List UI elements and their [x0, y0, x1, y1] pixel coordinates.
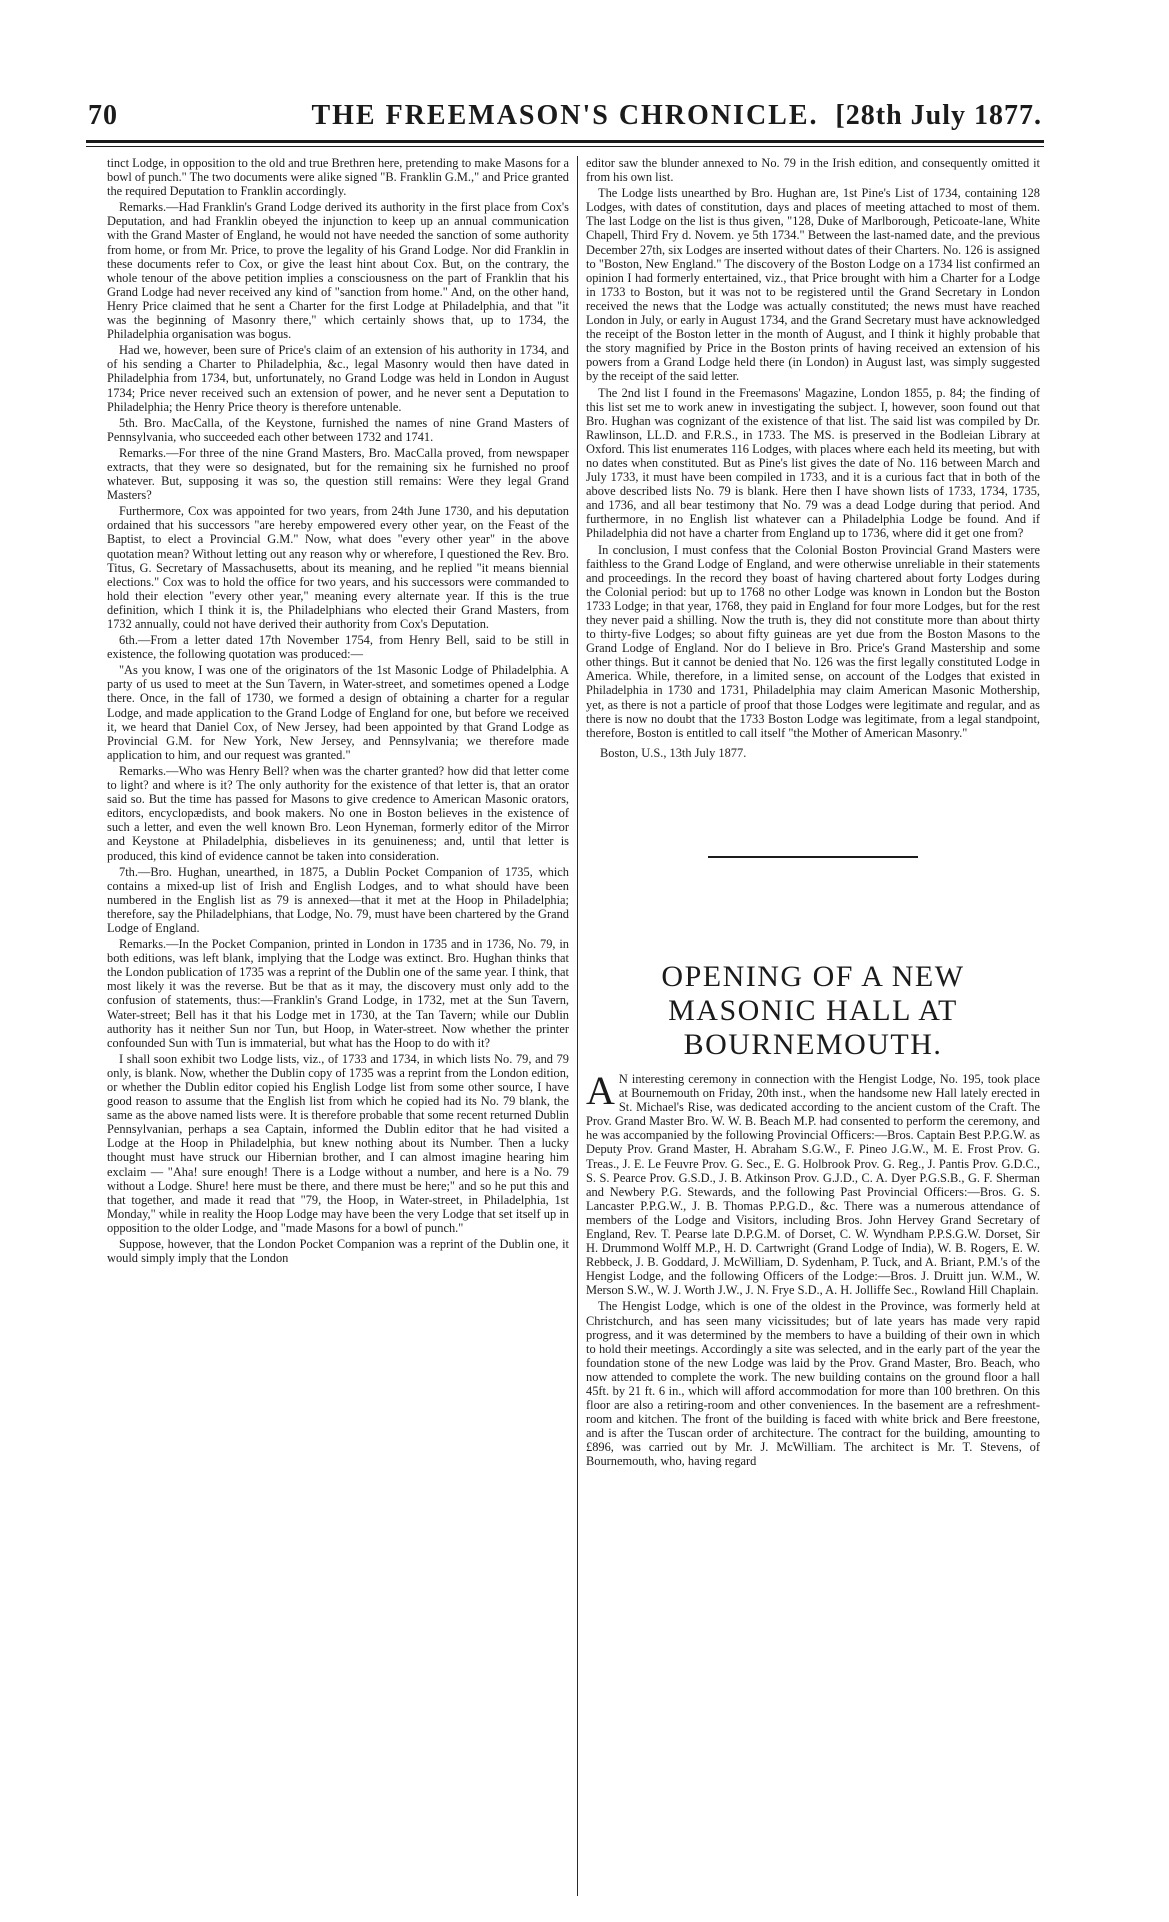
paragraph: 5th. Bro. MacCalla, of the Keystone, furnished the names of nine Grand Masters of Pennsylvania, who succeeded each other between 1732 and 1741.: [107, 415, 569, 444]
paragraph: editor saw the blunder annexed to No. 79 in the Irish edition, and consequently omitted it from his own list.: [586, 156, 1040, 185]
masthead-rule: [86, 140, 1044, 143]
paragraph: Had we, however, been sure of Price's claim of an extension of his authority in 1734, and of his sending a Charter to Philadelphia, &c., legal Masonry would then have dated in Philadelphia from 1734, but, unfortunately, no Grand Lodge was held in London in August 1734; Price never received such an extension of power, and he never sent a Deputation to Philadelphia; the Henry Price theory is therefore untenable.: [107, 343, 569, 414]
page-number: 70: [88, 100, 118, 131]
right-column: [586, 156, 1040, 1908]
paragraph: tinct Lodge, in opposition to the old and true Brethren here, pretending to make Masons for a bowl of punch." The two documents were alike signed "B. Franklin G.M.," and Price granted the required Deputation to Franklin accordingly.: [107, 156, 569, 199]
masthead-rule-thin: [86, 146, 1044, 147]
paragraph: Remarks.—Who was Henry Bell? when was the charter granted? how did that letter come to light? and where is it? The only authority for the existence of that letter is, that an orator said so. But the time has passed for Masons to give credence to American Masonic orators, editors, encyclopædists, and book makers. No one in Boston believes in the existence of such a letter, and even the well known Bro. Leon Hyneman, formerly editor of the Mirror and Keystone at Philadelphia, disbelieves in its genuineness; and, until that letter is produced, this kind of evidence cannot be taken into consideration.: [107, 763, 569, 863]
section-divider: [708, 856, 918, 858]
paragraph: Remarks.—Had Franklin's Grand Lodge derived its authority in the first place from Cox's Deputation, and had Franklin obeyed the injunction to keep up an annual communication with the Grand Master of England, he would not have needed the sanction of some authority from home, or from Mr. Price, to prove the legality of his Grand Lodge. Nor did Franklin in these documents refer to Cox, or give the least hint about Cox. But, on the contrary, the whole tenour of the above petition implies a consciousness on the part of Franklin that his Grand Lodge had never received any kind of "sanction from home." And, on the other hand, Henry Price claimed that he sent a Charter for the first Lodge at Philadelphia, and that "it was the beginning of Masonry there," which certainly shows that, up to 1734, the Philadelphia organisation was bogus.: [107, 200, 569, 342]
article-lead-paragraph: [586, 1067, 1040, 1298]
paragraph: The 2nd list I found in the Freemasons' Magazine, London 1855, p. 84; the finding of this list set me to work anew in investigating the subject. I, however, soon found out that Bro. Hughan was cognizant of the existence of that list. The said list was compiled by Dr. Rawlinson, LL.D. and F.R.S., in 1733. The MS. is preserved in the Bodleian Library at Oxford. This list enumerates 116 Lodges, with places where each held its meeting, but with no dates when constituted. But as Pine's list gives the date of No. 116 between March and July 1733, it must have been compiled in 1733, and it is a curious fact that in both of the above described lists No. 79 is blank. Here then I have shown lists of 1733, 1734, 1735, and 1736, and all bear testimony that No. 79 was a dead Lodge during that period. And furthermore, in no English list whatever can a Philadelphia Lodge be found. And if Philadelphia did not have a charter from England up to 1736, where did it get one from?: [586, 385, 1040, 541]
paragraph: The Hengist Lodge, which is one of the oldest in the Province, was formerly held at Christchurch, and has seen many vicissitudes; but of late years has made very rapid progress, and it was determined by the members to have a building of their own in which to hold their meetings. Accordingly a site was selected, and in the early part of the year the foundation stone of the new Lodge was laid by the Prov. Grand Master, Bro. Beach, who now attended to complete the work. The new building contains on the ground floor a hall 45ft. by 21 ft. 6 in., which will afford accommodation for more than 100 brethren. On this floor are also a retiring-room and other conveniences. In the basement are a refreshment-room and kitchen. The front of the building is faced with white brick and Bere freestone, and is after the Tuscan order of architecture. The contract for the building, amounting to £896, was carried out by Mr. J. McWilliam. The architect is Mr. T. Stevens, of Bournemouth, who, having regard: [586, 1299, 1040, 1469]
left-column: [107, 156, 569, 1908]
page-title: THE FREEMASON'S CHRONICLE.: [311, 100, 819, 131]
paragraph: The Lodge lists unearthed by Bro. Hughan are, 1st Pine's List of 1734, containing 128 Lodges, with dates of constitution, days and places of meeting attached to most of them. The last Lodge on the list is thus given, "128, Duke of Marlborough, Peticoate-lane, White Chapell, Third Fry d. Novem. ye 5th 1734." Between the last-named date, and the previous December 27th, six Lodges are inserted without dates of their Charters. No. 126 is assigned to "Boston, New England." The discovery of the Boston Lodge on a 1734 list confirmed an opinion I had formerly entertained, viz., that Price brought with him a Charter for a Lodge in 1733 to Boston, but it was not to be registered until the Grand Secretary in London received the news that the Lodge was actually constituted; the news must have reached London in July, or early in August 1734, and the Grand Secretary must have acknowledged the receipt of the Boston letter in the month of August, and I think it highly probable that the story magnified by Price in the Boston prints of having received an extension of his powers from a Grand Lodge held there (in London) in August last, was simply suggested by the receipt of the said letter.: [586, 186, 1040, 384]
article-lead-text: N interesting ceremony in connection with the Hengist Lodge, No. 195, took place at Bournemouth on Friday, 20th inst., when the handsome new Hall lately erected in St. Michael's Rise, was dedicated according to the ancient custom of the Craft. The Prov. Grand Master Bro. W. W. B. Beach M.P. had consented to perform the ceremony, and he was accompanied by the following Provincial Officers:—Bros. Captain Best P.P.G.W. as Deputy Prov. Grand Master, H. Abraham S.G.W., F. Pineo J.G.W., M. E. Frost Prov. G. Treas., J. E. Le Feuvre Prov. G. Sec., E. G. Holbrook Prov. G. Reg., J. Pantis Prov. G.D.C., S. S. Pearce Prov. G.S.D., J. B. Atkinson Prov. G.J.D., C. A. Dyer P.G.S.B., G. F. Sherman and Newbery P.G. Stewards, and the following Past Provincial Officers:—Bros. G. S. Lancaster P.P.G.W., J. B. Thomas P.P.G.D., &c. There was a numerous attendance of members of the Lodge and Visitors, including Bros. John Hervey Grand Secretary of England, Rev. T. Pearse late D.P.G.M. of Dorset, C. W. Wyndham P.P.S.G.W. Dorset, Sir H. Drummond Wolff M.P., H. D. Cartwright (Grand Lodge of India), W. B. Rogers, E. W. Rebbeck, J. B. Goddard, J. McWilliam, D. Sydenham, P. Tuck, and A. Briant, P.M.'s of the Hengist Lodge, and the following Officers of the Lodge:—Bros. J. Druitt jun. W.M., W. Merson S.W., W. J. Worth J.W., J. N. Frye S.D., A. H. Jolliffe Sec., Rowland Hill Chaplain.: [586, 1071, 1040, 1298]
paragraph: 7th.—Bro. Hughan, unearthed, in 1875, a Dublin Pocket Companion of 1735, which contains a mixed-up list of Irish and English Lodges, and to what should have been numbered in the English list as 79 is annexed—that it met at the Hoop in Philadelphia; therefore, say the Philadelphians, that Lodge, No. 79, must have been chartered by the Grand Lodge of England.: [107, 864, 569, 935]
column-divider: [577, 156, 578, 1896]
paragraph: In conclusion, I must confess that the Colonial Boston Provincial Grand Masters were faithless to the Grand Lodge of England, and were otherwise unreliable in their statements and proceedings. In the record they boast of having chartered about forty Lodges during the Colonial period: but up to 1768 no other Lodge was known in London but the Boston 1733 Lodge; in that year, 1768, they paid in England for four more Lodges, but for the rest they never paid a shilling. Now the truth is, they did not constitute more than about thirty to thirty-five Lodges; so about fifty guineas are yet due from the Boston Masons to the Grand Lodge of England. Nor do I believe in Bro. Price's Grand Mastership and some other things. But it cannot be denied that No. 126 was the first legally constituted Lodge in America. While, therefore, in a limited sense, on account of the Lodges that existed in Philadelphia in 1730 and 1731, Philadelphia may claim American Masonic Mothership, yet, as there is not a particle of proof that those Lodges were legitimate and regular, and as there is now no doubt that the 1733 Boston Lodge was legitimate, from a legal standpoint, therefore, Boston is entitled to call itself "the Mother of American Masonry.": [586, 542, 1040, 740]
masthead: [86, 100, 1044, 140]
paragraph: Furthermore, Cox was appointed for two years, from 24th June 1730, and his deputation ordained that his successors "are hereby empowered every other year, on the Feast of the Baptist, to elect a Provincial G.M." Now, what does "every other year" in the above quotation mean? Without letting out any reason why or wherefore, I questioned the Rev. Bro. Titus, G. Secretary of Massachusetts, about its meaning, and he replied "it means biennial elections." Cox was to hold the office for two years, and his successors were commanded to hold their election "every other year," meaning every alternate year. If this is the true definition, which I think it is, the Philadelphians who elected their Grand Masters, from 1732 annually, could not have derived their authority from Cox's Deputation.: [107, 504, 569, 631]
paragraph: I shall soon exhibit two Lodge lists, viz., of 1733 and 1734, in which lists No. 79, and 79 only, is blank. Now, whether the Dublin copy of 1735 was a reprint from the London edition, or whether the Dublin editor copied his English Lodge list from some other source, I have good reason to assume that the English list from which he copied had its No. 79 blank, the same as the above named lists were. It is therefore probable that some recent returned Dublin Pennsylvanian, perhaps a sea Captain, informed the Dublin editor that he had visited a Lodge at the Hoop in Philadelphia, but knew nothing about its Number. Then a lucky thought must have struck our Hibernian brother, and I can almost imagine hearing him exclaim — "Aha! sure enough! There is a Lodge without a number, and here is a No. 79 without a Lodge. Shure! here must be there, and there must be here;" and so he put this and that together, and made it read that "79, the Hoop, in Water-street, in Philadelphia, 1st Monday," while in reality the Hoop Lodge may have been the very Lodge that set itself up in opposition to the older Lodge, and "made Masons for a bowl of punch.": [107, 1051, 569, 1235]
paragraph: Remarks.—For three of the nine Grand Masters, Bro. MacCalla proved, from newspaper extracts, that they were so designated, but for the remaining six he furnished no proof whatever. But, supposing it was so, the question still remains: Were they legal Grand Masters?: [107, 445, 569, 503]
signature-line: Boston, U.S., 13th July 1877.: [600, 745, 747, 760]
paragraph: Suppose, however, that the London Pocket Companion was a reprint of the Dublin one, it would simply imply that the London: [107, 1237, 569, 1266]
paragraph: Remarks.—In the Pocket Companion, printed in London in 1735 and in 1736, No. 79, in both editions, was left blank, implying that the Lodge was extinct. Bro. Hughan thinks that the London publication of 1735 was a reprint of the Dublin one of the same year. I think, that most likely it was the reverse. But be that as it may, the discovery must only add to the confusion of statements, thus:—Franklin's Grand Lodge, in 1732, met at the Sun Tavern, Water-street; Bell has it that his Lodge met in 1730, at the Tan Tavern; while our Dublin authority has it neither Sun nor Tun, but Hoop, in Water-street. Now whether the printer confounded Sun with Tun is immaterial, but what has the Hoop to do with it?: [107, 937, 569, 1050]
issue-date: [28th July 1877.: [835, 100, 1042, 131]
article-headline: OPENING OF A NEW MASONIC HALL AT BOURNEMOUTH.: [661, 959, 965, 1061]
paragraph: 6th.—From a letter dated 17th November 1754, from Henry Bell, said to be still in existence, the following quotation was produced:—: [107, 633, 569, 662]
drop-cap: A: [586, 1067, 615, 1113]
quotation: "As you know, I was one of the originators of the 1st Masonic Lodge of Philadelphia. A party of us used to meet at the Sun Tavern, in Water-street, and sometimes opened a Lodge there. Once, in the fall of 1730, we formed a design of obtaining a charter for a regular Lodge, and made application to the Grand Lodge of England for one, but before we received it, we heard that Daniel Cox, of New Jersey, had been appointed by that Grand Lodge as Provincial G.M. for New York, New Jersey, and Pennsylvania; we therefore made application to him, and our request was granted.": [107, 663, 569, 762]
